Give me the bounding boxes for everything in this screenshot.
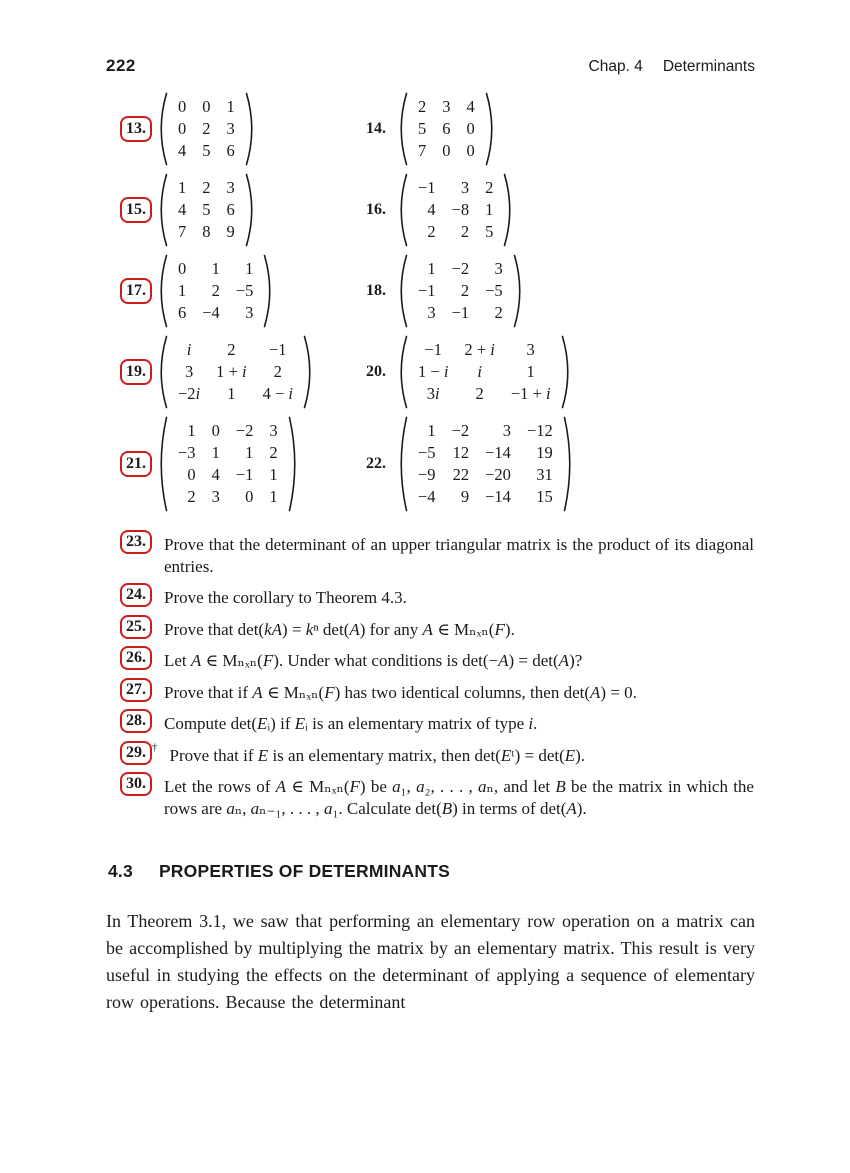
matrix-cell: 1 bbox=[226, 97, 235, 116]
exercise-text: Prove that if E is an elementary matrix, then det(Eᵗ) = det(E). bbox=[169, 745, 586, 765]
exercise-number-annotated: 30. bbox=[120, 772, 152, 796]
exercise-number: 22. bbox=[366, 455, 386, 472]
matrix-cell: 1 bbox=[269, 465, 278, 484]
matrix-cell: 3 bbox=[460, 178, 470, 197]
matrix-cell: 2 bbox=[269, 443, 278, 462]
right-parenthesis bbox=[244, 173, 257, 247]
matrix-16 bbox=[396, 173, 515, 247]
exercise-number: 16. bbox=[366, 201, 386, 218]
exercise-19 bbox=[120, 335, 360, 409]
matrix-cell: 4 bbox=[178, 141, 187, 160]
matrix-cell: 5 bbox=[418, 119, 427, 138]
matrix-grid bbox=[410, 258, 511, 324]
left-parenthesis bbox=[156, 335, 169, 409]
left-parenthesis bbox=[396, 173, 409, 247]
exercise-number-annotated: 23. bbox=[120, 530, 152, 554]
exercise-number: 14. bbox=[366, 120, 386, 137]
matrix-cell: 6 bbox=[226, 141, 235, 160]
matrix-cell: −5 bbox=[235, 281, 254, 300]
matrix-cell: −9 bbox=[418, 465, 436, 484]
left-parenthesis bbox=[156, 254, 169, 328]
matrix-cell: 1 bbox=[187, 421, 196, 440]
matrix-grid bbox=[410, 420, 561, 508]
matrix-cell: −5 bbox=[485, 281, 503, 300]
left-parenthesis bbox=[396, 92, 409, 166]
left-parenthesis bbox=[396, 335, 409, 409]
matrix-grid bbox=[170, 96, 243, 162]
matrix-13 bbox=[156, 92, 257, 166]
matrix-exercise-row bbox=[120, 416, 755, 512]
matrix-cell: −4 bbox=[418, 487, 436, 506]
right-parenthesis bbox=[560, 335, 573, 409]
matrix-cell: 2 bbox=[460, 222, 470, 241]
exercise-number-annotated: 15. bbox=[120, 197, 152, 223]
matrix-cell: 0 bbox=[178, 97, 187, 116]
matrix-cell: 1 + i bbox=[216, 362, 247, 381]
matrix-cell: 2 + i bbox=[464, 340, 495, 359]
matrix-cell: −1 bbox=[418, 281, 436, 300]
exercise-text: Let the rows of A ∈ Mₙₓₙ(F) be a₁, a₂, . . . , aₙ, and let B be the matrix in which the rows are aₙ, aₙ₋₁, . . . , a₁. Calculate det(B) in terms of det(A). bbox=[164, 777, 754, 818]
matrix-cell: 0 bbox=[202, 97, 211, 116]
matrix-cell: 3 bbox=[269, 421, 278, 440]
exercise-text: Let A ∈ Mₙₓₙ(F). Under what conditions is det(−A) = det(A)? bbox=[164, 651, 583, 670]
matrix-cell: −8 bbox=[451, 200, 470, 219]
exercise-text: Prove that the determinant of an upper triangular matrix is the product of its diagonal entries. bbox=[164, 535, 754, 576]
matrix-exercises-section bbox=[120, 92, 755, 512]
matrix-cell: 3 bbox=[442, 97, 451, 116]
exercise-text: Prove the corollary to Theorem 4.3. bbox=[164, 588, 407, 607]
exercise-29 bbox=[120, 743, 755, 767]
exercise-14 bbox=[360, 92, 497, 166]
matrix-cell: 1 bbox=[227, 384, 236, 403]
matrix-cell: 2 bbox=[202, 178, 211, 197]
matrix-cell: 5 bbox=[202, 141, 211, 160]
exercise-number-annotated: 29. bbox=[120, 741, 152, 765]
matrix-14 bbox=[396, 92, 497, 166]
matrix-cell: 1 bbox=[269, 487, 278, 506]
exercise-number-annotated: 13. bbox=[120, 116, 152, 142]
matrix-cell: 4 − i bbox=[262, 384, 293, 403]
section-title: PROPERTIES OF DETERMINANTS bbox=[158, 861, 450, 881]
matrix-grid bbox=[170, 339, 301, 405]
matrix-cell: −1 bbox=[424, 340, 442, 359]
exercise-27 bbox=[120, 680, 755, 704]
matrix-cell: 1 bbox=[427, 259, 436, 278]
matrix-cell: −5 bbox=[418, 443, 436, 462]
matrix-cell: 0 bbox=[211, 421, 220, 440]
matrix-grid bbox=[170, 420, 286, 508]
matrix-cell: −1 bbox=[235, 465, 254, 484]
chapter-title: Determinants bbox=[662, 58, 755, 75]
matrix-cell: 4 bbox=[178, 200, 187, 219]
matrix-cell: 5 bbox=[485, 222, 494, 241]
matrix-cell: 1 bbox=[427, 421, 436, 440]
exercise-number-annotated: 25. bbox=[120, 615, 152, 639]
matrix-cell: i bbox=[477, 362, 482, 381]
left-parenthesis bbox=[396, 254, 409, 328]
matrix-cell: −3 bbox=[178, 443, 196, 462]
exercise-17 bbox=[120, 254, 360, 328]
matrix-cell: 3 bbox=[184, 362, 194, 381]
matrix-cell: −2i bbox=[178, 384, 201, 403]
matrix-cell: 22 bbox=[452, 465, 470, 484]
matrix-cell: 0 bbox=[187, 465, 196, 484]
intro-paragraph: In Theorem 3.1, we saw that performing an elementary row operation on a matrix can be accomplished by multiplying the matrix by an elementary matrix. This result is very useful in studying the effects on the determinant of applying a sequence of elementary row operations. Because the determinant bbox=[106, 911, 755, 1012]
matrix-cell: 0 bbox=[466, 119, 475, 138]
matrix-17 bbox=[156, 254, 275, 328]
exercise-13 bbox=[120, 92, 360, 166]
right-parenthesis bbox=[512, 254, 525, 328]
matrix-cell: −4 bbox=[202, 303, 220, 322]
exercise-number-annotated: 21. bbox=[120, 451, 152, 477]
exercise-text: Prove that if A ∈ Mₙₓₙ(F) has two identical columns, then det(A) = 0. bbox=[164, 682, 637, 702]
matrix-cell: 1 bbox=[178, 281, 187, 300]
matrix-cell: 9 bbox=[226, 222, 235, 241]
exercise-number: 20. bbox=[366, 363, 386, 380]
matrix-grid bbox=[170, 258, 261, 324]
matrix-cell: 2 bbox=[273, 362, 282, 381]
exercise-18 bbox=[360, 254, 525, 328]
right-parenthesis bbox=[262, 254, 275, 328]
matrix-cell: 19 bbox=[536, 443, 553, 462]
left-parenthesis bbox=[156, 416, 169, 512]
page-number: 222 bbox=[106, 56, 136, 75]
matrix-cell: 0 bbox=[466, 141, 475, 160]
matrix-cell: −14 bbox=[485, 487, 511, 506]
matrix-cell: 3i bbox=[426, 384, 440, 403]
matrix-15 bbox=[156, 173, 257, 247]
matrix-cell: 3 bbox=[226, 119, 235, 138]
matrix-cell: 3 bbox=[502, 421, 511, 440]
exercise-23 bbox=[120, 532, 755, 577]
exercise-25 bbox=[120, 617, 755, 641]
exercise-label bbox=[120, 585, 152, 604]
right-parenthesis bbox=[562, 416, 575, 512]
exercise-label bbox=[120, 617, 152, 636]
exercise-number-annotated: 24. bbox=[120, 583, 152, 607]
exercise-number-annotated: 17. bbox=[120, 278, 152, 304]
matrix-cell: 4 bbox=[211, 465, 220, 484]
matrix-cell: 15 bbox=[536, 487, 553, 506]
matrix-cell: 2 bbox=[475, 384, 484, 403]
matrix-cell: 3 bbox=[245, 303, 254, 322]
matrix-cell: −1 bbox=[451, 303, 470, 322]
matrix-cell: 7 bbox=[178, 222, 187, 241]
matrix-cell: 4 bbox=[466, 97, 475, 116]
matrix-cell: 3 bbox=[226, 178, 235, 197]
right-parenthesis bbox=[502, 173, 515, 247]
matrix-cell: 2 bbox=[460, 281, 470, 300]
matrix-exercise-row bbox=[120, 173, 755, 247]
matrix-cell: 3 bbox=[211, 487, 220, 506]
exercise-label bbox=[120, 648, 152, 667]
exercise-text: Prove that det(kA) = kⁿ det(A) for any A ∈ Mₙₓₙ(F). bbox=[164, 619, 515, 639]
exercise-28 bbox=[120, 711, 755, 735]
matrix-22 bbox=[396, 416, 575, 512]
matrix-cell: 1 bbox=[178, 178, 187, 197]
matrix-grid bbox=[170, 177, 243, 243]
matrix-cell: 0 bbox=[178, 259, 187, 278]
exercise-26 bbox=[120, 648, 755, 672]
exercise-30 bbox=[120, 774, 755, 819]
matrix-cell: −2 bbox=[451, 259, 470, 278]
matrix-cell: 31 bbox=[536, 465, 553, 484]
matrix-cell: 1 bbox=[245, 443, 254, 462]
matrix-cell: 2 bbox=[211, 281, 220, 300]
matrix-cell: 1 bbox=[245, 259, 254, 278]
matrix-cell: 6 bbox=[442, 119, 451, 138]
exercise-15 bbox=[120, 173, 360, 247]
matrix-cell: 6 bbox=[178, 303, 187, 322]
matrix-cell: i bbox=[186, 340, 192, 359]
matrix-cell: 7 bbox=[418, 141, 427, 160]
right-parenthesis bbox=[302, 335, 315, 409]
dagger-marker: † bbox=[152, 741, 158, 754]
matrix-grid bbox=[410, 339, 559, 405]
matrix-cell: 4 bbox=[427, 200, 436, 219]
matrix-cell: 1 bbox=[485, 200, 494, 219]
matrix-exercise-row bbox=[120, 335, 755, 409]
matrix-cell: 2 bbox=[485, 178, 494, 197]
page-header bbox=[106, 56, 755, 76]
chapter-label: Chap. 4 bbox=[588, 58, 643, 75]
left-parenthesis bbox=[396, 416, 409, 512]
matrix-exercise-row bbox=[120, 254, 755, 328]
chapter-reference bbox=[589, 58, 755, 76]
matrix-cell: 2 bbox=[202, 119, 211, 138]
exercise-text: Compute det(Eᵢ) if Eᵢ is an elementary matrix of type i. bbox=[164, 714, 538, 733]
matrix-20 bbox=[396, 335, 573, 409]
exercise-label bbox=[120, 711, 152, 730]
matrix-cell: 3 bbox=[526, 340, 535, 359]
matrix-cell: 9 bbox=[460, 487, 470, 506]
exercise-21 bbox=[120, 416, 360, 512]
exercise-number-annotated: 26. bbox=[120, 646, 152, 670]
matrix-cell: 0 bbox=[178, 119, 187, 138]
matrix-cell: 1 bbox=[526, 362, 535, 381]
exercise-label bbox=[120, 680, 152, 699]
exercise-label bbox=[120, 743, 158, 762]
matrix-cell: 3 bbox=[494, 259, 503, 278]
matrix-19 bbox=[156, 335, 315, 409]
matrix-exercise-row bbox=[120, 92, 755, 166]
matrix-cell: 5 bbox=[202, 200, 211, 219]
right-parenthesis bbox=[484, 92, 497, 166]
exercise-number: 18. bbox=[366, 282, 386, 299]
exercise-20 bbox=[360, 335, 573, 409]
section-number: 4.3 bbox=[108, 861, 133, 881]
matrix-18 bbox=[396, 254, 525, 328]
matrix-cell: 12 bbox=[452, 443, 470, 462]
exercise-label bbox=[120, 532, 152, 551]
matrix-cell: 0 bbox=[245, 487, 254, 506]
section-heading bbox=[108, 861, 755, 882]
matrix-cell: 2 bbox=[187, 487, 196, 506]
matrix-cell: −1 + i bbox=[510, 384, 551, 403]
text-exercises-section bbox=[120, 532, 755, 819]
left-parenthesis bbox=[156, 173, 169, 247]
exercise-22 bbox=[360, 416, 575, 512]
matrix-cell: 2 bbox=[227, 340, 236, 359]
matrix-cell: −2 bbox=[235, 421, 254, 440]
matrix-cell: 2 bbox=[418, 97, 427, 116]
matrix-cell: −14 bbox=[485, 443, 511, 462]
matrix-cell: −20 bbox=[485, 465, 511, 484]
left-parenthesis bbox=[156, 92, 169, 166]
matrix-cell: −2 bbox=[451, 421, 470, 440]
exercise-number-annotated: 28. bbox=[120, 709, 152, 733]
matrix-cell: −12 bbox=[526, 421, 553, 440]
matrix-cell: 2 bbox=[427, 222, 436, 241]
exercise-label bbox=[120, 774, 152, 793]
right-parenthesis bbox=[287, 416, 300, 512]
matrix-cell: 0 bbox=[442, 141, 451, 160]
exercise-number-annotated: 27. bbox=[120, 678, 152, 702]
exercise-16 bbox=[360, 173, 515, 247]
matrix-grid bbox=[410, 177, 501, 243]
exercise-24 bbox=[120, 585, 755, 609]
matrix-cell: 1 bbox=[211, 259, 220, 278]
matrix-cell: −1 bbox=[418, 178, 436, 197]
matrix-cell: −1 bbox=[268, 340, 287, 359]
matrix-cell: 8 bbox=[202, 222, 211, 241]
matrix-cell: 1 bbox=[211, 443, 220, 462]
matrix-cell: 3 bbox=[427, 303, 436, 322]
matrix-cell: 2 bbox=[494, 303, 503, 322]
matrix-cell: 6 bbox=[226, 200, 235, 219]
exercise-number-annotated: 19. bbox=[120, 359, 152, 385]
right-parenthesis bbox=[244, 92, 257, 166]
matrix-21 bbox=[156, 416, 300, 512]
matrix-grid bbox=[410, 96, 483, 162]
matrix-cell: 1 − i bbox=[418, 362, 449, 381]
